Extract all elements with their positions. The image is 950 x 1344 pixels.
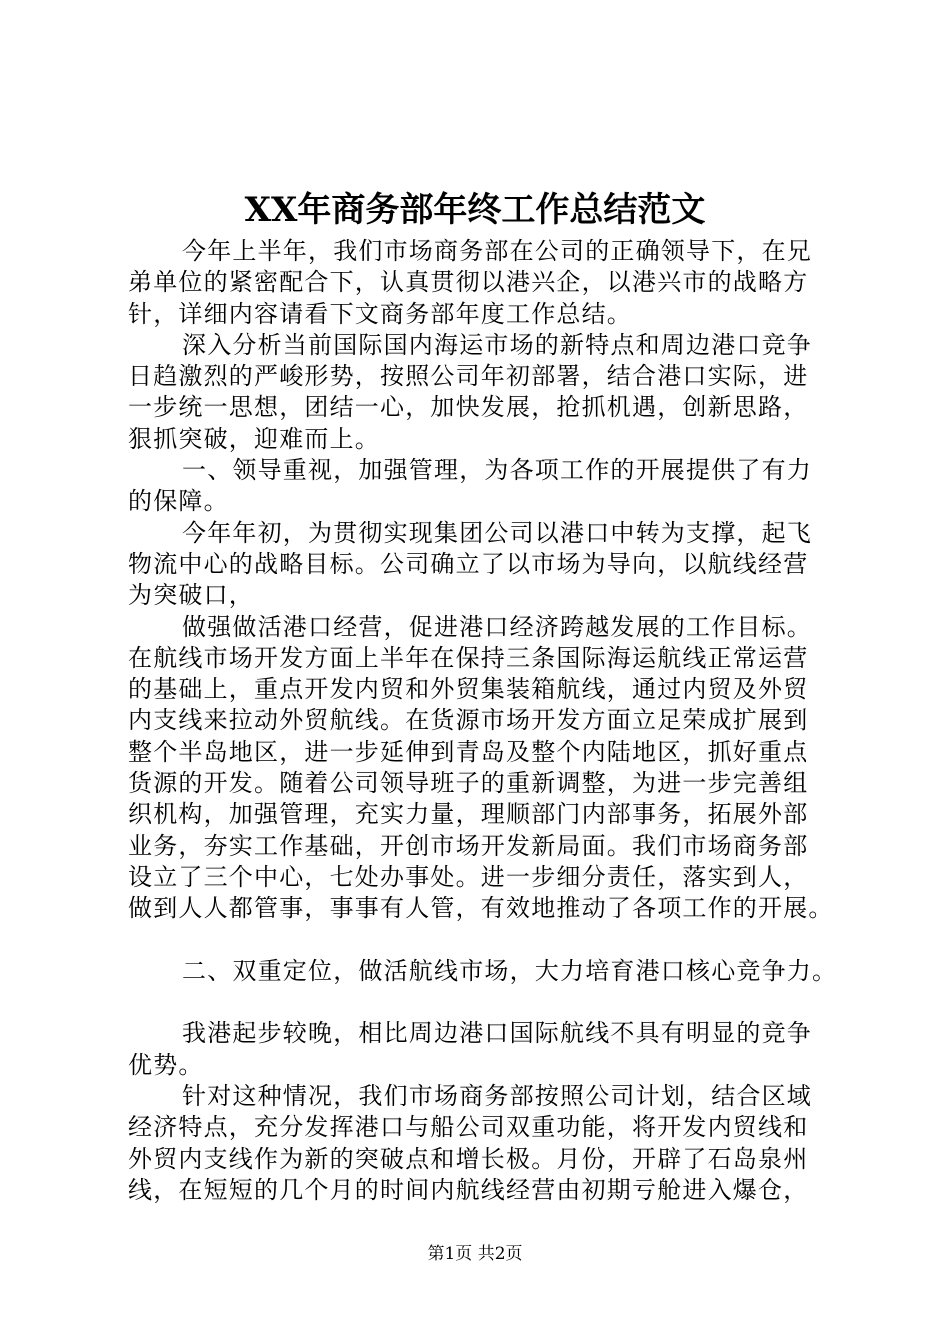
paragraph-line: 的基础上，重点开发内贸和外贸集装箱航线，通过内贸及外贸 [128, 675, 809, 704]
paragraph-line: 日趋激烈的严峻形势，按照公司年初部署，结合港口实际，进 [128, 362, 809, 391]
paragraph-line: 设立了三个中心，七处办事处。进一步细分责任，落实到人， [128, 862, 809, 891]
paragraph-line: 二、双重定位，做活航线市场，大力培育港口核心竞争力。 [182, 956, 838, 985]
paragraph-line: 线，在短短的几个月的时间内航线经营由初期亏舱进入爆仓， [128, 1175, 809, 1204]
document-title: XX年商务部年终工作总结范文 [244, 190, 706, 230]
blank-line [128, 987, 848, 1018]
paragraph-line: 的保障。 [128, 487, 229, 516]
document-body [128, 236, 848, 1206]
paragraph-line: 整个半岛地区，进一步延伸到青岛及整个内陆地区，抓好重点 [128, 737, 809, 766]
paragraph-line: 一步统一思想，团结一心，加快发展，抢抓机遇，创新思路， [128, 393, 809, 422]
paragraph-line: 物流中心的战略目标。公司确立了以市场为导向，以航线经营 [128, 549, 809, 578]
paragraph-line: 今年年初，为贯彻实现集团公司以港口中转为支撑，起飞 [182, 518, 812, 547]
paragraph-line: 一、领导重视，加强管理，为各项工作的开展提供了有力 [182, 456, 812, 485]
paragraph-line: 深入分析当前国际国内海运市场的新特点和周边港口竞争 [182, 330, 812, 359]
paragraph-line: 为突破口， [128, 581, 254, 610]
paragraph-line: 狠抓突破，迎难而上。 [128, 424, 380, 453]
blank-line [128, 925, 848, 956]
paragraph-line: 外贸内支线作为新的突破点和增长极。月份，开辟了石岛泉州 [128, 1144, 809, 1173]
paragraph-line: 针，详细内容请看下文商务部年度工作总结。 [128, 299, 632, 328]
paragraph-line: 内支线来拉动外贸航线。在货源市场开发方面立足荣成扩展到 [128, 706, 809, 735]
paragraph-line: 业务，夯实工作基础，开创市场开发新局面。我们市场商务部 [128, 831, 809, 860]
paragraph-line: 经济特点，充分发挥港口与船公司双重功能，将开发内贸线和 [128, 1113, 809, 1142]
paragraph-line: 做强做活港口经营，促进港口经济跨越发展的工作目标。 [182, 612, 812, 641]
paragraph-line: 我港起步较晚，相比周边港口国际航线不具有明显的竞争 [182, 1019, 812, 1048]
paragraph-line: 优势。 [128, 1050, 204, 1079]
paragraph-line: 今年上半年，我们市场商务部在公司的正确领导下，在兄 [182, 237, 812, 265]
page-footer: 第1页 共2页 [427, 1244, 523, 1264]
paragraph-line: 织机构，加强管理，充实力量，理顺部门内部事务，拓展外部 [128, 800, 809, 829]
paragraph-line: 货源的开发。随着公司领导班子的重新调整，为进一步完善组 [128, 769, 809, 798]
paragraph-line: 做到人人都管事，事事有人管，有效地推动了各项工作的开展。 [128, 894, 834, 923]
paragraph-line: 针对这种情况，我们市场商务部按照公司计划，结合区域 [182, 1082, 812, 1111]
paragraph-line: 在航线市场开发方面上半年在保持三条国际海运航线正常运营 [128, 643, 809, 672]
paragraph-line: 弟单位的紧密配合下，认真贯彻以港兴企，以港兴市的战略方 [128, 268, 809, 297]
